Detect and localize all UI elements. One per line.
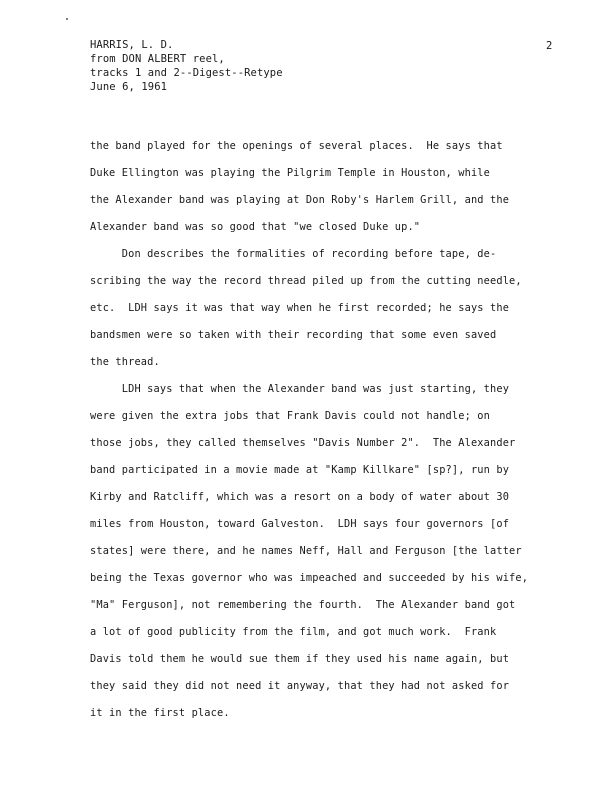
body-line: it in the first place. [90, 707, 230, 719]
body-line: Duke Ellington was playing the Pilgrim Temple in Houston, while [90, 167, 491, 179]
body-line: being the Texas governor who was impeached and succeeded by his wife, [90, 572, 529, 584]
body-line: band participated in a movie made at "Kamp Killkare" [sp?], run by [90, 464, 510, 476]
body-line: scribing the way the record thread piled up from the cutting needle, [90, 275, 522, 287]
body-line: they said they did not need it anyway, that they had not asked for [90, 680, 510, 692]
header-date: June 6, 1961 [90, 81, 168, 93]
header-name: HARRIS, L. D. [90, 39, 174, 51]
body-line: LDH says that when the Alexander band was just starting, they [90, 383, 510, 395]
body-line: Don describes the formalities of recording before tape, de- [90, 248, 497, 260]
body-line: bandsmen were so taken with their recording that some even saved [90, 329, 497, 341]
document-header [90, 38, 283, 94]
digest-body [90, 136, 580, 730]
body-line: the thread. [90, 356, 160, 368]
body-line: Alexander band was so good that "we closed Duke up." [90, 221, 421, 233]
body-line: Davis told them he would sue them if they used his name again, but [90, 653, 510, 665]
page-number: 2 [546, 40, 553, 52]
body-line: a lot of good publicity from the film, and got much work. Frank [90, 626, 497, 638]
body-line: the Alexander band was playing at Don Roby's Harlem Grill, and the [90, 194, 510, 206]
body-line: Kirby and Ratcliff, which was a resort on a body of water about 30 [90, 491, 510, 503]
body-line: etc. LDH says it was that way when he first recorded; he says the [90, 302, 510, 314]
body-line: the band played for the openings of several places. He says that [90, 140, 503, 152]
header-tracks: tracks 1 and 2--Digest--Retype [90, 67, 283, 79]
scan-speck [66, 18, 68, 20]
header-source: from DON ALBERT reel, [90, 53, 225, 65]
body-line: were given the extra jobs that Frank Davis could not handle; on [90, 410, 491, 422]
body-line: "Ma" Ferguson], not remembering the fourth. The Alexander band got [90, 599, 516, 611]
body-line: those jobs, they called themselves "Davis Number 2". The Alexander [90, 437, 516, 449]
body-line: miles from Houston, toward Galveston. LDH says four governors [of [90, 518, 510, 530]
body-line: states] were there, and he names Neff, Hall and Ferguson [the latter [90, 545, 522, 557]
